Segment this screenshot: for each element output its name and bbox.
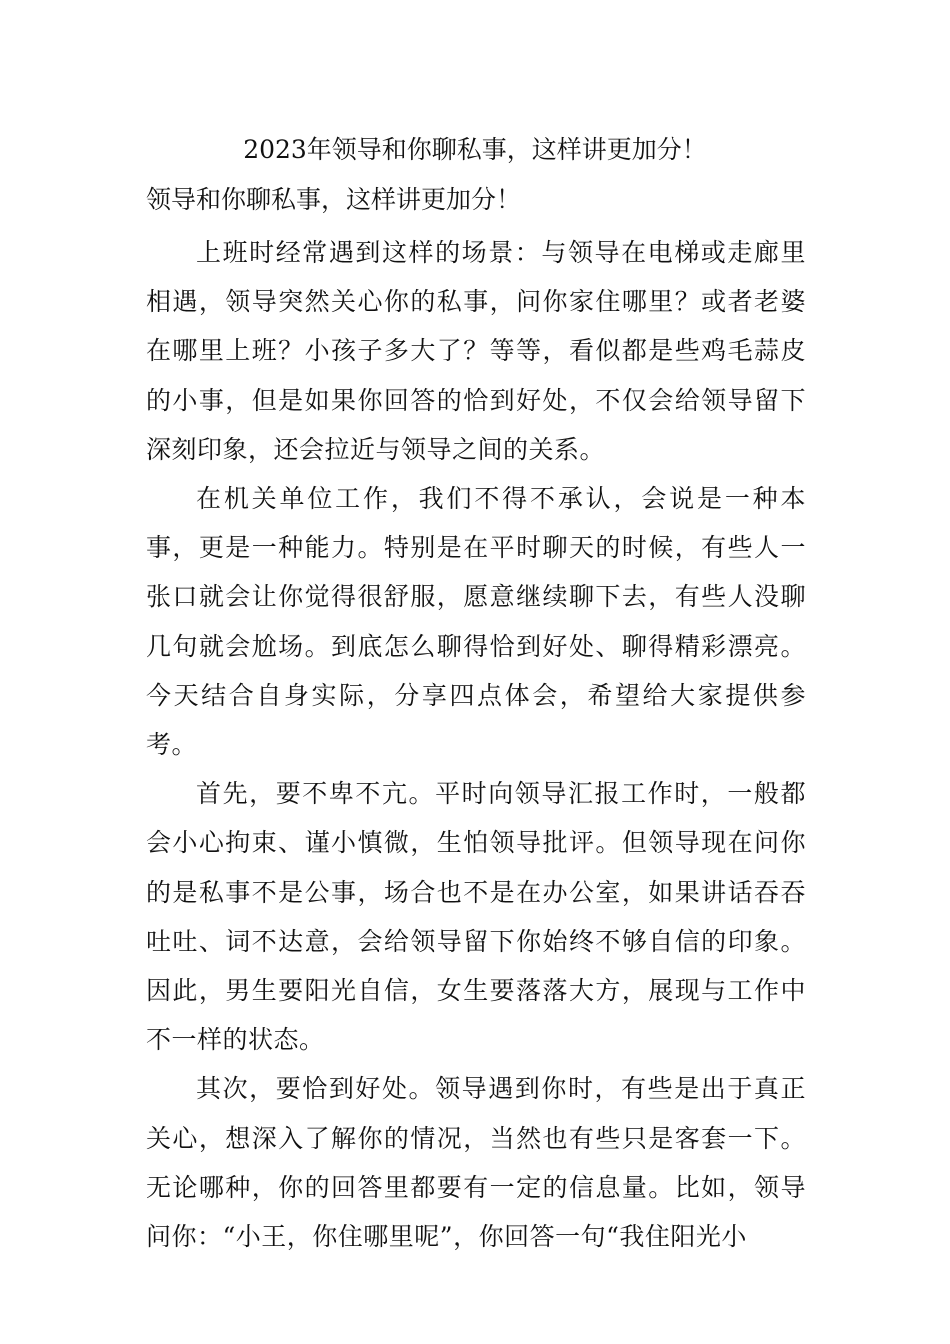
paragraph-first-point: 首先，要不卑不亢。平时向领导汇报工作时，一般都会小心拘束、谨小慎微，生怕领导批评。但领导现在问你的是私事不是公事，场合也不是在办公室，如果讲话吞吞吐吐、词不达意，会给领导留下你始终不够自信的印象。因此，男生要阳光自信，女生要落落大方，展现与工作中不一样的状态。 — [146, 779, 806, 1055]
paragraph-scene: 上班时经常遇到这样的场景：与领导在电梯或走廊里相遇，领导突然关心你的私事，问你家住哪里？或者老婆在哪里上班？小孩子多大了？等等，看似都是些鸡毛蒜皮的小事，但是如果你回答的恰到好处，不仅会给领导留下深刻印象，还会拉近与领导之间的关系。 — [146, 238, 806, 464]
document-subtitle: 领导和你聊私事，这样讲更加分！ — [146, 185, 522, 214]
document-title: 2023年领导和你聊私事，这样讲更加分！ — [243, 135, 707, 164]
document-body — [146, 228, 806, 1261]
paragraph-second-point: 其次，要恰到好处。领导遇到你时，有些是出于真正关心，想深入了解你的情况，当然也有些只是客套一下。无论哪种，你的回答里都要有一定的信息量。比如，领导问你：“小王，你住哪里呢”，你回答一句“我住阳光小 — [146, 1074, 806, 1252]
paragraph-speaking-ability: 在机关单位工作，我们不得不承认，会说是一种本事，更是一种能力。特别是在平时聊天的时候，有些人一张口就会让你觉得很舒服，愿意继续聊下去，有些人没聊几句就会尬场。到底怎么聊得恰到好处、聊得精彩漂亮。今天结合自身实际，分享四点体会，希望给大家提供参考。 — [146, 484, 806, 760]
